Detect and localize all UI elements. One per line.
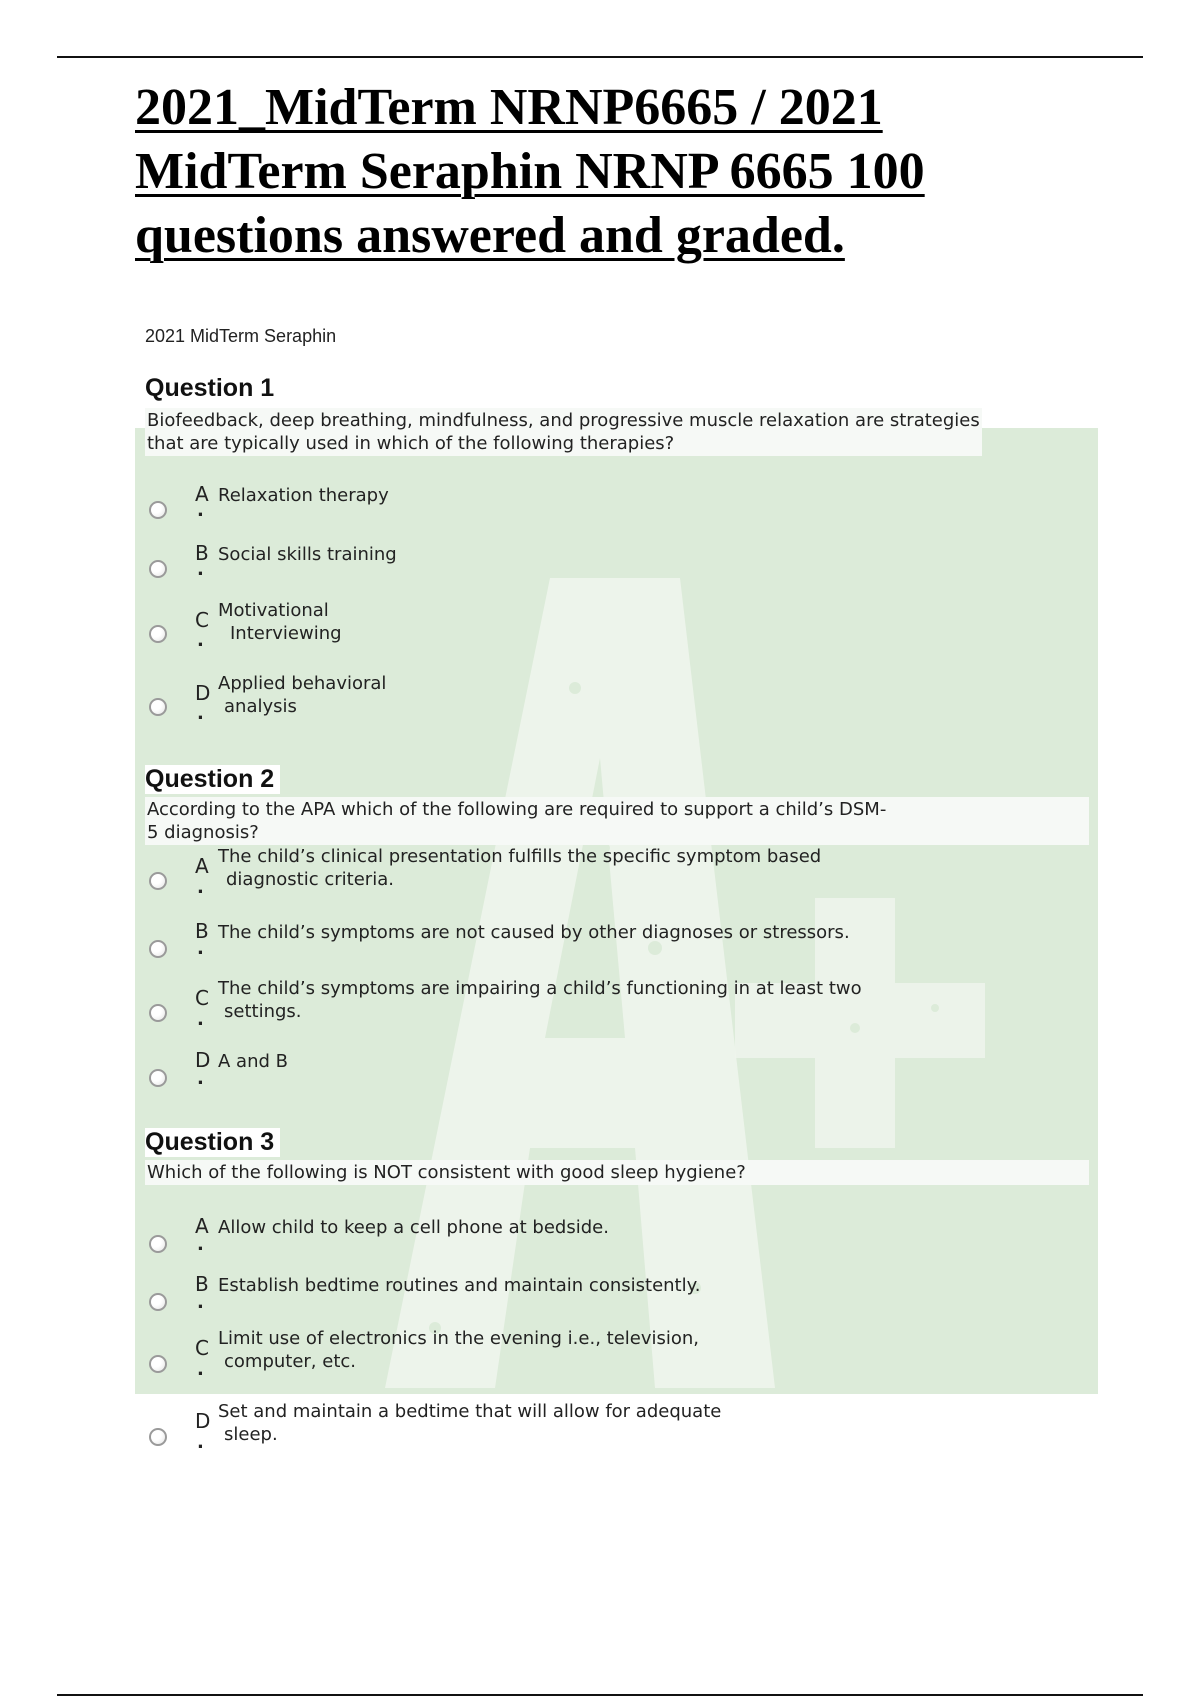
option-letter: C — [195, 608, 209, 632]
option-text-line-1: Applied behavioral — [218, 673, 387, 694]
question-2-option-a[interactable] — [145, 845, 1045, 905]
question-1-option-a[interactable] — [145, 480, 1045, 540]
question-1-option-d[interactable] — [145, 671, 1045, 731]
option-text — [218, 672, 1018, 718]
option-letter: D — [195, 1409, 211, 1433]
option-dot: . — [197, 1292, 204, 1313]
option-text-line-1: The child’s clinical presentation fulfills the specific symptom based — [218, 846, 822, 867]
question-2-stem-line-1: According to the APA which of the following are required to support a child’s DSM- — [147, 799, 887, 820]
option-letter: A — [195, 1214, 209, 1238]
question-1-stem — [145, 408, 982, 456]
radio-button-icon[interactable] — [149, 872, 167, 890]
question-3-option-a[interactable] — [145, 1213, 1045, 1273]
option-text-line-2: sleep. — [224, 1424, 278, 1445]
option-text-line-1: The child’s symptoms are not caused by other diagnoses or stressors. — [218, 922, 850, 943]
option-text — [218, 1327, 1018, 1373]
option-letter: D — [195, 681, 211, 705]
option-dot: . — [197, 938, 204, 959]
document-title: 2021_MidTerm NRNP6665 / 2021 MidTerm Seraphin NRNP 6665 100 questions answered and graded. — [135, 79, 925, 264]
option-letter: C — [195, 986, 209, 1010]
option-text-line-1: A and B — [218, 1051, 288, 1072]
option-text-line-1: Limit use of electronics in the evening i.e., television, — [218, 1328, 700, 1349]
question-2-heading: Question 2 — [145, 765, 280, 794]
option-text — [218, 599, 1018, 645]
option-dot: . — [197, 1359, 204, 1380]
question-1-option-b[interactable] — [145, 539, 1045, 599]
top-rule — [57, 56, 1143, 58]
option-text — [218, 1050, 1018, 1073]
option-text-line-1: Motivational — [218, 600, 329, 621]
radio-button-icon[interactable] — [149, 560, 167, 578]
option-dot: . — [197, 703, 204, 724]
option-dot: . — [197, 1009, 204, 1030]
option-letter: A — [195, 482, 209, 506]
radio-button-icon[interactable] — [149, 1235, 167, 1253]
option-text — [218, 543, 1018, 566]
option-dot: . — [197, 500, 204, 521]
radio-button-icon[interactable] — [149, 940, 167, 958]
radio-button-icon[interactable] — [149, 1293, 167, 1311]
question-1-heading: Question 1 — [145, 374, 280, 403]
option-text-line-1: Establish bedtime routines and maintain consistently. — [218, 1275, 701, 1296]
option-letter: D — [195, 1048, 211, 1072]
option-text-line-2: Interviewing — [230, 623, 342, 644]
question-2-option-d[interactable] — [145, 1047, 1045, 1107]
option-dot: . — [197, 1068, 204, 1089]
question-3-stem — [145, 1160, 1089, 1185]
radio-button-icon[interactable] — [149, 501, 167, 519]
question-2-stem — [145, 797, 1089, 845]
document-subtitle: 2021 MidTerm Seraphin — [145, 326, 337, 346]
question-2-stem-line-2: 5 diagnosis? — [147, 822, 259, 843]
option-dot: . — [197, 630, 204, 651]
radio-button-icon[interactable] — [149, 1355, 167, 1373]
question-1-option-c[interactable] — [145, 598, 1045, 658]
question-1-stem-line-2: that are typically used in which of the following therapies? — [147, 433, 675, 454]
option-text — [218, 1216, 1018, 1239]
option-text-line-1: Relaxation therapy — [218, 485, 389, 506]
option-letter: C — [195, 1336, 209, 1360]
radio-button-icon[interactable] — [149, 1428, 167, 1446]
option-text-line-1: Allow child to keep a cell phone at bedside. — [218, 1217, 609, 1238]
option-text — [218, 1274, 1018, 1297]
radio-button-icon[interactable] — [149, 1004, 167, 1022]
question-3-option-c[interactable] — [145, 1327, 1045, 1387]
option-text — [218, 921, 1018, 944]
option-text — [218, 1400, 1018, 1446]
option-letter: B — [195, 541, 209, 565]
option-text-line-2: settings. — [224, 1001, 302, 1022]
radio-button-icon[interactable] — [149, 698, 167, 716]
option-text-line-1: Set and maintain a bedtime that will allow for adequate — [218, 1401, 722, 1422]
radio-button-icon[interactable] — [149, 625, 167, 643]
option-text-line-1: The child’s symptoms are impairing a child’s functioning in at least two — [218, 978, 862, 999]
question-3-option-b[interactable] — [145, 1271, 1045, 1331]
option-text-line-1: Social skills training — [218, 544, 397, 565]
option-text — [218, 484, 1018, 507]
option-letter: A — [195, 854, 209, 878]
question-3-heading: Question 3 — [145, 1128, 280, 1157]
option-text — [218, 845, 1018, 891]
option-dot: . — [197, 1432, 204, 1453]
question-3-stem-line-1: Which of the following is NOT consistent with good sleep hygiene? — [147, 1162, 746, 1183]
bottom-rule — [57, 1694, 1143, 1696]
option-dot: . — [197, 559, 204, 580]
radio-button-icon[interactable] — [149, 1069, 167, 1087]
question-1-stem-line-1: Biofeedback, deep breathing, mindfulness, and progressive muscle relaxation are strategies — [147, 410, 980, 431]
option-text-line-2: computer, etc. — [224, 1351, 357, 1372]
question-2-option-b[interactable] — [145, 918, 1045, 978]
option-text-line-2: analysis — [224, 696, 297, 717]
option-text-line-2: diagnostic criteria. — [226, 869, 394, 890]
option-letter: B — [195, 919, 209, 943]
option-dot: . — [197, 1234, 204, 1255]
option-text — [218, 977, 1018, 1023]
option-letter: B — [195, 1272, 209, 1296]
question-3-option-d[interactable] — [145, 1400, 1045, 1460]
question-2-option-c[interactable] — [145, 977, 1045, 1037]
option-dot: . — [197, 877, 204, 898]
